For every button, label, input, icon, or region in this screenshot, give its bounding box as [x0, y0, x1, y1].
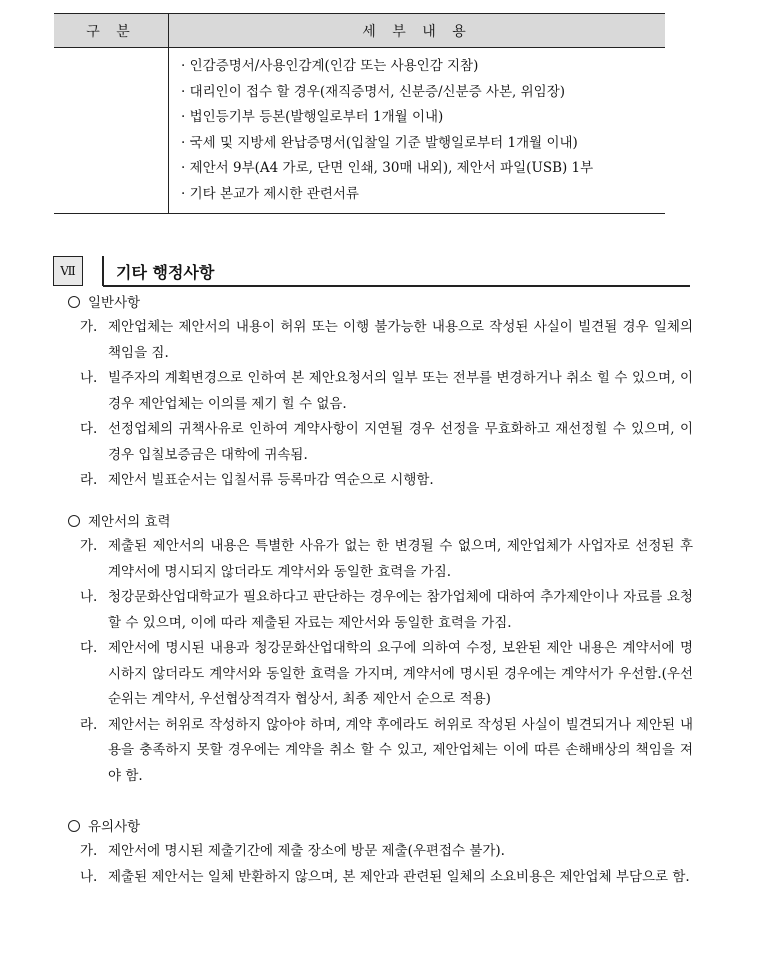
group-general [68, 291, 693, 494]
section-header [53, 256, 690, 286]
bullet-item: · 인감증명서/사용인감계(인감 또는 사용인감 지참) [181, 58, 479, 74]
list-item: 나. 제출된 제안서는 일체 반환하지 않으며, 본 제안과 관련된 일체의 소요비용은 제안업체 부담으로 함. [80, 868, 690, 885]
list-item: 다. 제안서에 명시된 내용과 청강문화산업대학의 요구에 의하여 수정, 보완된 제안 내용은 계약서에 명시하지 않더라도 계약서와 동일한 효력을 가지며, 계약서에 명시된 경우에는 계약서가 우선함.(우선순위는 계약서, 우선협상적격자 협상서, 최종 제안서 순으로 적용) [80, 640, 693, 707]
group-heading: 제안서의 효력 [68, 510, 693, 534]
requirements-table [54, 13, 665, 214]
bullet-item: · 기타 본교가 제시한 관련서류 [181, 185, 359, 202]
circle-bullet-icon [68, 820, 80, 832]
list-item: 나. 빌주자의 계획변경으로 인하여 본 제안요청서의 일부 또는 전부를 변경하거나 취소 힐 수 있으며, 이 경우 제안업체는 이의를 제기 힐 수 없음. [80, 370, 693, 412]
list-item: 다. 선정업체의 귀책사유로 인하여 계약사항이 지연될 경우 선정을 무효화하고 재선정힐 수 있으며, 이 경우 입칠보증금은 대학에 귀속됨. [80, 421, 693, 463]
section-title: 기타 행정사항 [116, 263, 215, 282]
circle-bullet-icon [68, 515, 80, 527]
bullet-item: · 대리인이 접수 할 경우(재직증명서, 신분증/신분증 사본, 위임장) [181, 83, 566, 100]
circle-bullet-icon [68, 296, 80, 308]
list-item: 가. 제출된 제안서의 내용은 특별한 사유가 없는 한 변경될 수 없으며, 제안업체가 사업자로 선정된 후 계약서에 명시되지 않더라도 계약서와 동일한 효력을 가짐. [80, 538, 693, 580]
list-item: 라. 제안서 빌표순서는 입칠서류 등록마감 역순으로 시행함. [80, 472, 434, 488]
section-underline [103, 285, 690, 287]
bullet-item: · 제안서 9부(A4 가로, 단면 인쇄, 30매 내외), 제안서 파일(USB) 1부 [181, 160, 594, 176]
header-details: 세 부 내 용 [169, 14, 666, 48]
list-item: 가. 제안서에 명시된 제출기간에 제출 장소에 방문 제출(우편접수 불가). [80, 843, 505, 859]
group-proposal-validity [68, 510, 693, 789]
group-notes [68, 815, 693, 890]
group-heading: 일반사항 [68, 291, 693, 315]
bullet-item: · 법인등기부 등본(발행일로부터 1개월 이내) [181, 109, 444, 125]
list-item: 라. 제안서는 허위로 작성하지 않아야 하며, 계약 후에라도 허위로 작성된 사실이 빌견되거나 제안된 내용을 충족하지 못할 경우에는 계약을 취소 할 수 있고, 제안업체는 이에 따른 손해배상의 책임을 져야 함. [80, 716, 693, 784]
header-category: 구 분 [54, 14, 169, 48]
list-item: 나. 청강문화산업대학교가 필요하다고 판단하는 경우에는 참가업체에 대하여 추가제안이나 자료를 요청할 수 있으며, 이에 따라 제출된 자료는 제안서와 동일한 효력을 가짐. [80, 589, 693, 631]
section-divider [102, 256, 104, 286]
details-cell [169, 48, 666, 214]
category-cell [54, 48, 169, 214]
list-item: 가. 제안업체는 제안서의 내용이 허위 또는 이행 불가능한 내용으로 작성된 사실이 빌견될 경우 일체의 책임을 짐. [80, 319, 693, 361]
group-heading: 유의사항 [68, 815, 693, 839]
section-number: Ⅶ [53, 256, 83, 286]
bullet-item: · 국세 및 지방세 완납증명서(입찰일 기준 발행일로부터 1개월 이내) [181, 134, 578, 151]
